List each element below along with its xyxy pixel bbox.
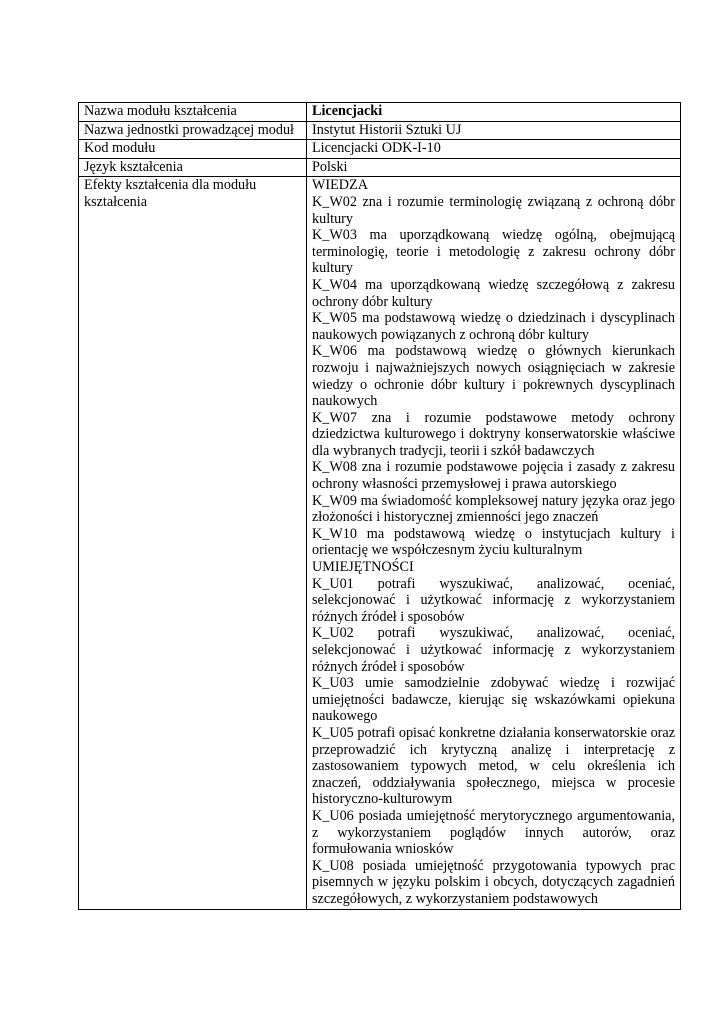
effect-item: K_W03 ma uporządkowaną wiedzę ogólną, obejmującą terminologię, teorie i metodologię z zakresu ochrony dóbr kultury [312, 227, 675, 277]
table-row [79, 103, 681, 122]
effect-item: K_U03 umie samodzielnie zdobywać wiedzę i rozwijać umiejętności badawcze, kierując się wskazówkami opiekuna naukowego [312, 675, 675, 725]
effect-item: K_W05 ma podstawową wiedzę o dziedzinach i dyscyplinach naukowych powiązanych z ochroną dóbr kultury [312, 310, 675, 343]
effect-item: K_W08 zna i rozumie podstawowe pojęcia i zasady z zakresu ochrony własności przemysłowej i prawa autorskiego [312, 459, 675, 493]
language-label: Język kształcenia [79, 158, 307, 177]
effect-item: K_U01 potrafi wyszukiwać, analizować, oceniać, selekcjonować i użytkować informację z wykorzystaniem różnych źródeł i sposobów [312, 575, 675, 625]
module-code-value: Licencjacki ODK-I-10 [307, 140, 681, 159]
table-row [79, 121, 681, 140]
knowledge-heading: WIEDZA [312, 177, 368, 194]
effects-label: Efekty kształcenia dla modułu kształcenia [79, 177, 307, 909]
effect-item: K_W06 ma podstawową wiedzę o głównych kierunkach rozwoju i najważniejszych nowych osiągnięciach w zakresie wiedzy o ochronie dóbr kultury i pokrewnych dyscyplinach naukowych [312, 343, 675, 410]
module-table [78, 102, 681, 910]
unit-name-label: Nazwa jednostki prowadzącej moduł [79, 121, 307, 140]
table-row [79, 177, 681, 909]
effect-item: K_W07 zna i rozumie podstawowe metody ochrony dziedzictwa kulturowego i doktryny konserwatorskie właściwe dla wybranych tradycji, teorii i szkół badawczych [312, 409, 675, 459]
module-code-label: Kod modułu [79, 140, 307, 159]
skills-heading: UMIEJĘTNOŚCI [312, 559, 414, 576]
unit-name-value: Instytut Historii Sztuki UJ [307, 121, 681, 140]
module-name-value: Licencjacki [307, 103, 681, 122]
effect-item: K_W04 ma uporządkowaną wiedzę szczegółową z zakresu ochrony dóbr kultury [312, 276, 675, 310]
language-value: Polski [307, 158, 681, 177]
effect-item: K_U02 potrafi wyszukiwać, analizować, oceniać, selekcjonować i użytkować informację z wykorzystaniem różnych źródeł i sposobów [312, 625, 675, 675]
effect-item: K_U08 posiada umiejętność przygotowania typowych prac pisemnych w języku polskim i obcych, dotyczących zagadnień szczegółowych, z wykorzystaniem podstawowych [312, 857, 675, 907]
effect-item: K_U05 potrafi opisać konkretne działania konserwatorskie oraz przeprowadzić ich krytyczną analizę i interpretację z zastosowaniem typowych metod, w celu określenia ich znaczeń, oddziaływania społecznego, miejsca w procesie historyczno-kulturowym [312, 724, 675, 808]
effect-item: K_W02 zna i rozumie terminologię związaną z ochroną dóbr kultury [312, 193, 675, 227]
effect-item: K_W09 ma świadomość kompleksowej natury języka oraz jego złożoności i historycznej zmienności jego znaczeń [312, 492, 675, 526]
table-row [79, 158, 681, 177]
effect-item: K_W10 ma podstawową wiedzę o instytucjach kultury i orientację we współczesnym życiu kulturalnym [312, 525, 675, 559]
module-name-label: Nazwa modułu kształcenia [79, 103, 307, 122]
effects-content [307, 177, 681, 909]
table-row [79, 140, 681, 159]
effect-item: K_U06 posiada umiejętność merytorycznego argumentowania, z wykorzystaniem poglądów innych autorów, oraz formułowania wniosków [312, 807, 675, 858]
